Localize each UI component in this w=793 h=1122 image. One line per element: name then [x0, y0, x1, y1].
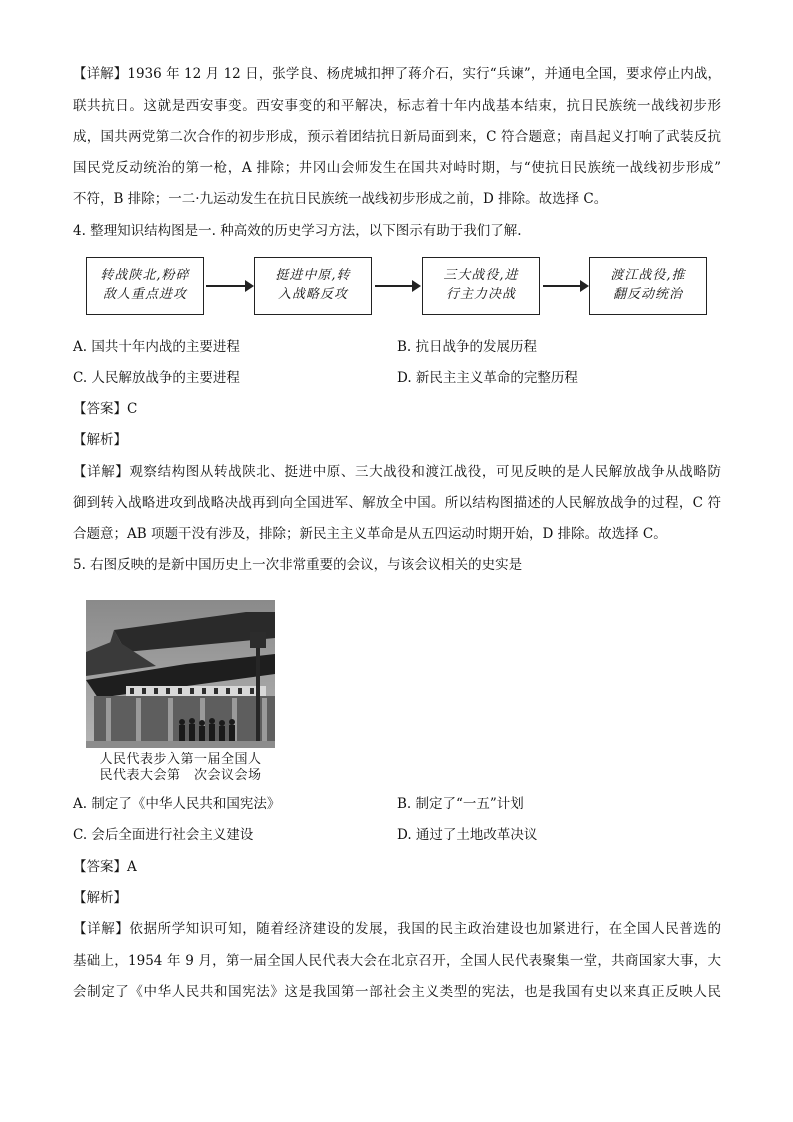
q4-analysis-heading: 【解析】 [73, 432, 127, 448]
q4-detail-line-1: 【详解】观察结构图从转战陕北、挺进中原、三大战役和渡江战役，可见反映的是人民解放战争从战略防 [73, 464, 721, 480]
q3-detail-line-3: 成，国共两党第二次合作的初步形成，预示着团结抗日新局面到来，C 符合题意；南昌起义打响了武装反抗 [73, 129, 721, 145]
photo-caption [86, 752, 275, 783]
flow-box-4-line-1: 渡江战役,推 [610, 268, 686, 284]
q5-option-d: D. 通过了土地改革决议 [397, 827, 538, 843]
q4-option-c: C. 人民解放战争的主要进程 [73, 370, 240, 386]
q4-option-b: B. 抗日战争的发展历程 [397, 339, 538, 355]
flow-box-4 [589, 257, 707, 315]
q5-detail-line-1: 【详解】依据所学知识可知，随着经济建设的发展，我国的民主政治建设也加紧进行，在全国人民普选的 [73, 921, 721, 937]
flow-box-3-line-2: 行主力决战 [445, 287, 516, 302]
q5-option-b: B. 制定了“一五”计划 [397, 796, 524, 812]
flow-box-2 [254, 257, 372, 315]
q4-detail-line-2: 御到转入战略进攻到战略决战再到向全国进军、解放全中国。所以结构图描述的人民解放战争的过程，C 符 [73, 495, 721, 511]
congress-hall-photo [86, 600, 275, 748]
flow-arrow-1 [206, 285, 252, 287]
flow-box-1 [86, 257, 204, 315]
flow-box-1-line-2: 敌人重点进攻 [102, 287, 187, 302]
congress-hall-illustration [86, 600, 275, 748]
q5-detail-line-2: 基础上，1954 年 9 月，第一届全国人民代表大会在北京召开，全国人民代表聚集一堂，共商国家大事，大 [73, 953, 721, 969]
q5-option-a: A. 制定了《中华人民共和国宪法》 [73, 796, 281, 812]
q4-detail-line-3: 合题意；AB 项题干没有涉及，排除；新民主主义革命是从五四运动时期开始，D 排除。故选择 C。 [73, 526, 667, 542]
q5-analysis-heading: 【解析】 [73, 890, 127, 906]
flow-box-1-line-1: 转战陕北,粉碎 [100, 268, 190, 284]
q5-answer: 【答案】A [73, 859, 137, 875]
q3-detail-line-4: 国民党反动统治的第一枪，A 排除；井冈山会师发生在国共对峙时期，与“使抗日民族统一战线初步形成” [73, 160, 721, 176]
photo-caption-line-1: 人民代表步入第一届全国人 [99, 752, 262, 767]
flow-box-2-line-1: 挺进中原,转 [275, 268, 351, 284]
flow-arrow-3 [543, 285, 587, 287]
knowledge-flow-diagram [86, 257, 711, 319]
q4-option-a: A. 国共十年内战的主要进程 [73, 339, 240, 355]
photo-caption-line-2: 民代表大会第 次会议会场 [99, 767, 262, 783]
flow-box-4-line-2: 翻反动统治 [612, 287, 683, 302]
q3-detail-line-1: 【详解】1936 年 12 月 12 日，张学良、杨虎城扣押了蒋介石，实行“兵谏”，并通电全国，要求停止内战， [73, 66, 721, 82]
q5-option-c: C. 会后全面进行社会主义建设 [73, 827, 254, 843]
q3-detail-line-5: 不符，B 排除；一二·九运动发生在抗日民族统一战线初步形成之前，D 排除。故选择 C。 [73, 191, 608, 207]
flow-box-2-line-2: 入战略反攻 [277, 287, 348, 302]
q4-question: 4. 整理知识结构图是一. 种高效的历史学习方法，以下图示有助于我们了解. [73, 223, 522, 239]
q5-question: 5. 右图反映的是新中国历史上一次非常重要的会议，与该会议相关的史实是 [73, 557, 523, 573]
q5-detail-line-3: 会制定了《中华人民共和国宪法》这是我国第一部社会主义类型的宪法，也是我国有史以来真正反映人民 [73, 984, 721, 1000]
q4-option-d: D. 新民主主义革命的完整历程 [397, 370, 578, 386]
flow-box-3 [422, 257, 540, 315]
flow-arrow-2 [375, 285, 419, 287]
q3-detail-line-2: 联共抗日。这就是西安事变。西安事变的和平解决，标志着十年内战基本结束，抗日民族统一战线初步形 [73, 98, 721, 114]
flow-box-3-line-1: 三大战役,进 [443, 268, 519, 284]
q4-answer: 【答案】C [73, 401, 138, 417]
